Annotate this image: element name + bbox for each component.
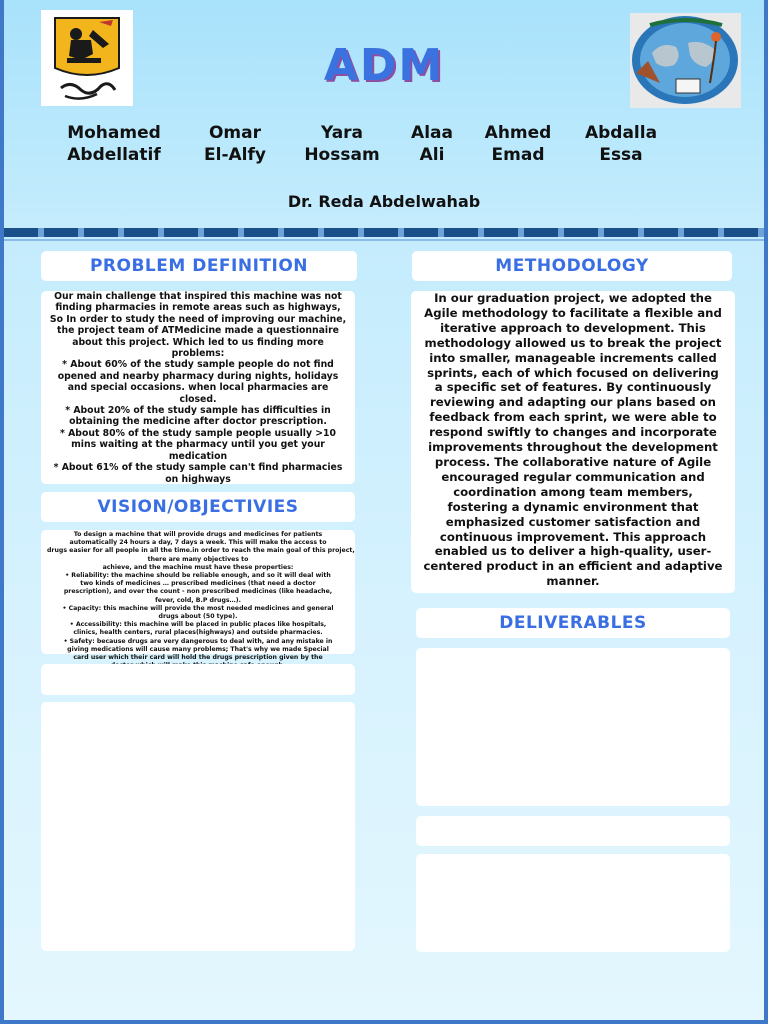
text-line: manner. bbox=[546, 574, 600, 589]
author-name bbox=[472, 122, 564, 166]
text-line: So In order to study the need of improving our machine, bbox=[49, 313, 347, 325]
text-line: * About 80% of the study sample people usually >10 bbox=[60, 427, 336, 439]
text-line: closed. bbox=[179, 393, 217, 405]
text-line: drugs about (50 type). bbox=[158, 613, 238, 621]
text-line: card user which their card will hold the drugs prescription given by the bbox=[73, 654, 323, 662]
text-line: methodology allowed us to break the project bbox=[424, 335, 722, 350]
frame-bottom-border bbox=[0, 1020, 768, 1024]
text-line: Our main challenge that inspired this machine was not bbox=[54, 291, 342, 302]
author-last-name: Essa bbox=[599, 145, 643, 165]
vision-objectives-heading: VISION/OBJECTIVIES bbox=[41, 492, 355, 522]
text-line: • Accessibility: this machine will be placed in public places like hospitals, bbox=[69, 621, 327, 629]
empty-content-box bbox=[41, 702, 355, 951]
author-first-name: Omar bbox=[208, 123, 262, 143]
text-line: respond swiftly to changes and incorporate bbox=[429, 425, 717, 440]
text-line: on highways bbox=[165, 473, 231, 485]
frame-right-border bbox=[764, 0, 768, 1024]
author-last-name: Emad bbox=[491, 145, 545, 165]
deliverables-heading: DELIVERABLES bbox=[416, 608, 730, 638]
text-line: a specific set of features. By continuously bbox=[434, 380, 712, 395]
text-line: • Safety: because drugs are very dangerous to deal with, and any mistake in bbox=[63, 637, 333, 645]
frame-left-border bbox=[0, 0, 4, 1024]
section-divider-line bbox=[4, 239, 764, 241]
text-line: fostering a dynamic environment that bbox=[447, 499, 699, 514]
poster-title: ADM bbox=[323, 40, 445, 91]
text-line: encouraged regular communication and bbox=[441, 469, 705, 484]
text-line: To design a machine that will provide drugs and medicines for patients bbox=[73, 531, 323, 538]
section-divider bbox=[4, 228, 764, 237]
text-line: obtaining the medicine after doctor prescription. bbox=[69, 416, 327, 428]
empty-heading-box bbox=[416, 816, 730, 846]
methodology-text bbox=[411, 291, 735, 593]
text-line: drugs easier for all people in all the time.in order to reach the main goal of this project, bbox=[47, 547, 355, 555]
text-line: In our graduation project, we adopted the bbox=[434, 291, 712, 305]
text-line: two kinds of medicines … prescribed medicines (that need a doctor bbox=[80, 580, 316, 588]
text-line: clinics, health centers, rural places(highways) and outside pharmacies. bbox=[73, 629, 323, 637]
text-line: coordination among team members, bbox=[453, 484, 693, 499]
text-line: the project team of ATMedicine made a questionnaire bbox=[57, 325, 339, 337]
text-line: and special occasions. when local pharmacies are bbox=[67, 382, 329, 394]
author-last-name: Hossam bbox=[304, 145, 380, 165]
author-last-name: El-Alfy bbox=[204, 145, 266, 165]
problem-definition-heading: PROBLEM DEFINITION bbox=[41, 251, 357, 281]
text-line: about this project. Which led to us finding more bbox=[72, 336, 324, 348]
empty-content-box bbox=[416, 854, 730, 952]
author-first-name: Alaa bbox=[411, 123, 453, 143]
vision-objectives-text bbox=[41, 530, 355, 662]
text-line: feedback from each sprint, we were able to bbox=[429, 410, 717, 425]
text-line: continuous improvement. This approach bbox=[439, 529, 707, 544]
text-line: fever, cold, B.P drugs…). bbox=[155, 596, 241, 604]
text-line: mins waiting at the pharmacy until you get your bbox=[71, 439, 325, 451]
text-line: * About 61% of the study sample can't find pharmacies bbox=[53, 462, 343, 474]
methodology-heading: METHODOLOGY bbox=[412, 251, 732, 281]
empty-content-box bbox=[416, 648, 730, 806]
author-first-name: Abdalla bbox=[584, 123, 658, 143]
text-line: finding pharmacies in remote areas such as highways, bbox=[55, 302, 341, 314]
author-name bbox=[400, 122, 464, 166]
author-name bbox=[56, 122, 172, 166]
text-line: iterative approach to development. This bbox=[440, 320, 706, 335]
text-line: prescription), and over the count - non prescribed medicines (like headache, bbox=[63, 588, 333, 596]
text-line: into smaller, manageable increments called bbox=[429, 350, 717, 365]
text-line: • Capacity: this machine will provide the most needed medicines and general bbox=[62, 604, 334, 612]
text-line: improvements throughout the development bbox=[428, 440, 718, 455]
supervisor-name: Dr. Reda Abdelwahab bbox=[287, 192, 481, 211]
author-last-name: Abdellatif bbox=[67, 145, 161, 165]
text-line: problems: bbox=[171, 348, 225, 360]
author-list bbox=[56, 122, 676, 172]
text-line: • Reliability: the machine should be reliable enough, and so it will deal with bbox=[65, 572, 331, 580]
text-line: * About 60% of the study sample people do not find bbox=[62, 359, 334, 371]
problem-definition-text bbox=[41, 291, 355, 484]
author-first-name: Yara bbox=[320, 123, 364, 143]
text-line: there are many objectives to bbox=[147, 555, 249, 563]
author-first-name: Ahmed bbox=[484, 123, 552, 143]
text-line: centered product in an efficient and adaptive bbox=[423, 559, 723, 574]
text-line: opened and nearby pharmacy during nights, holidays bbox=[57, 370, 339, 382]
text-line: process. The collaborative nature of Agile bbox=[434, 454, 712, 469]
text-line: medication bbox=[168, 450, 228, 462]
text-line: sprints, each of which focused on delivering bbox=[427, 365, 719, 380]
text-line: automatically 24 hours a day, 7 days a week. This will make the access to bbox=[69, 539, 327, 547]
text-line: Agile methodology to facilitate a flexible and bbox=[424, 305, 722, 320]
author-name bbox=[191, 122, 279, 166]
empty-heading-box bbox=[41, 664, 355, 695]
author-last-name: Ali bbox=[419, 145, 445, 165]
text-line: emphasized customer satisfaction and bbox=[445, 514, 701, 529]
author-name bbox=[573, 122, 669, 166]
text-line: * About 20% of the study sample has difficulties in bbox=[65, 405, 331, 417]
author-first-name: Mohamed bbox=[67, 123, 161, 143]
text-line: enabled us to deliver a high-quality, user- bbox=[434, 544, 712, 559]
text-line: reviewing and adapting our plans based on bbox=[429, 395, 716, 410]
text-line: achieve, and the machine must have these properties: bbox=[102, 563, 294, 571]
text-line: giving medications will cause many problems; That's why we made Special bbox=[67, 645, 329, 653]
author-name bbox=[294, 122, 390, 166]
